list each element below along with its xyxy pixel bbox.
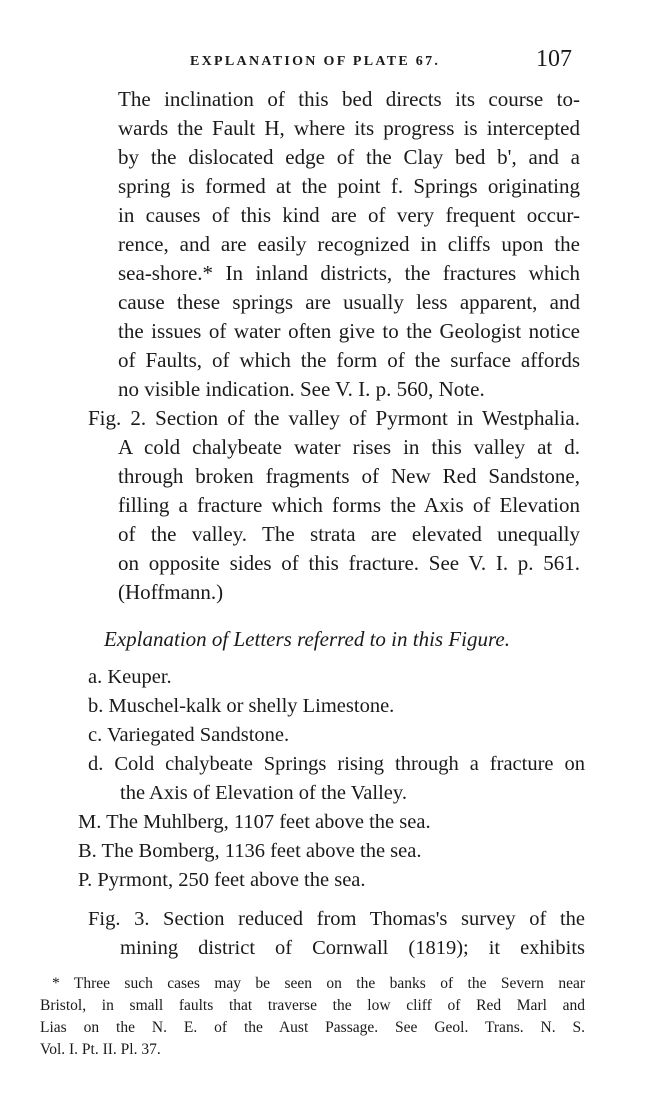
list-item: a. Keuper. <box>88 666 172 688</box>
footnote-line: Vol. I. Pt. II. Pl. 37. <box>40 1041 161 1058</box>
list-item: b. Muschel-kalk or shelly Limestone. <box>88 695 395 717</box>
list-item: P. Pyrmont, 250 feet above the sea. <box>78 869 366 891</box>
footnote-line: * Three such cases may be seen on the banks of the Severn near <box>52 975 585 992</box>
text-line: by the dislocated edge of the Clay bed b', and a <box>118 145 580 169</box>
text-line: in causes of this kind are of very frequent occur- <box>118 203 580 227</box>
text-line: filling a fracture which forms the Axis of Elevation <box>118 493 580 517</box>
list-item: M. The Muhlberg, 1107 feet above the sea. <box>78 811 431 833</box>
text-line: the issues of water often give to the Geologist notice <box>118 319 580 343</box>
running-header <box>0 46 665 76</box>
text-line: of the valley. The strata are elevated unequally <box>118 522 580 546</box>
text-line: (Hoffmann.) <box>118 580 224 604</box>
list-item: c. Variegated Sandstone. <box>88 724 290 746</box>
footnote-line: Lias on the N. E. of the Aust Passage. See Geol. Trans. N. S. <box>40 1019 585 1036</box>
footnote-line: Bristol, in small faults that traverse the low cliff of Red Marl and <box>40 997 585 1014</box>
list-item-continuation: the Axis of Elevation of the Valley. <box>120 782 407 804</box>
text-line: The inclination of this bed directs its course to- <box>118 87 580 111</box>
list-item: d. Cold chalybeate Springs rising through a fracture on <box>88 753 585 775</box>
running-title: EXPLANATION OF PLATE 67. <box>190 54 441 69</box>
text-line: wards the Fault H, where its progress is intercepted <box>118 116 580 140</box>
text-line: on opposite sides of this fracture. See V. I. p. 561. <box>118 551 580 575</box>
text-line: Fig. 3. Section reduced from Thomas's survey of the <box>88 908 585 930</box>
text-line: rence, and are easily recognized in cliffs upon the <box>118 232 580 256</box>
page-number: 107 <box>536 46 572 72</box>
text-line: spring is formed at the point f. Springs originating <box>118 174 580 198</box>
text-line: sea-shore.* In inland districts, the fractures which <box>118 261 580 285</box>
text-line: A cold chalybeate water rises in this valley at d. <box>118 435 580 459</box>
text-line: cause these springs are usually less apparent, and <box>118 290 580 314</box>
letters-subheading: Explanation of Letters referred to in this Figure. <box>104 627 510 651</box>
text-line: Fig. 2. Section of the valley of Pyrmont in Westphalia. <box>88 406 580 430</box>
list-item: B. The Bomberg, 1136 feet above the sea. <box>78 840 422 862</box>
text-line: of Faults, of which the form of the surface affords <box>118 348 580 372</box>
text-line: no visible indication. See V. I. p. 560, Note. <box>118 377 485 401</box>
text-line: mining district of Cornwall (1819); it exhibits <box>120 937 585 959</box>
text-line: through broken fragments of New Red Sandstone, <box>118 464 580 488</box>
